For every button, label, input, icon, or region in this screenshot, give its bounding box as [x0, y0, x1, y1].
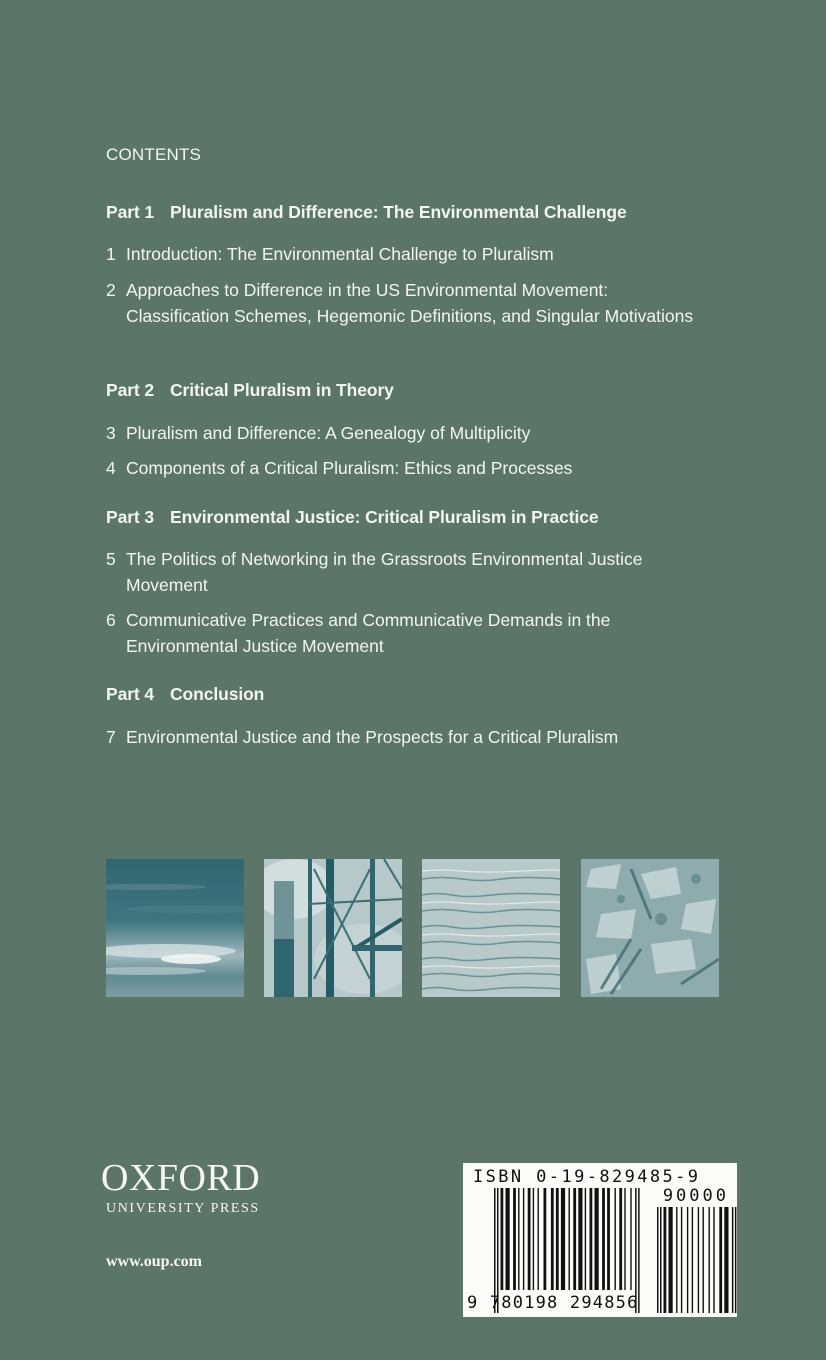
barcode-bar [630, 1188, 631, 1290]
toc-part-3 [106, 507, 598, 528]
part-number: Part 3 [106, 507, 155, 527]
barcode-bar [561, 1188, 565, 1290]
chapter-number: 1 [106, 244, 116, 264]
part-number: Part 2 [106, 380, 155, 400]
chapter-title: Pluralism and Difference: A Genealogy of Multiplicity [126, 423, 531, 443]
barcode-bar [513, 1188, 516, 1290]
toc-part-4 [106, 684, 264, 705]
toc-chapter-6 [106, 607, 681, 659]
chapter-title: Components of a Critical Pluralism: Ethics and Processes [126, 458, 573, 478]
photo-debris [581, 859, 719, 997]
toc-part-2 [106, 380, 394, 401]
barcode-bar [676, 1207, 677, 1313]
barcode-bar [664, 1207, 667, 1313]
barcode-bar [595, 1188, 599, 1290]
toc-chapter-7 [106, 724, 726, 750]
photo-water-surface [422, 859, 560, 997]
barcode-bar [687, 1207, 688, 1313]
toc-chapter-2 [106, 277, 696, 329]
toc-chapter-4 [106, 455, 726, 481]
part-title: Critical Pluralism in Theory [170, 380, 394, 400]
toc-chapter-5 [106, 546, 706, 598]
barcode-bar [724, 1207, 728, 1313]
chapter-number: 3 [106, 423, 116, 443]
barcode-bar [607, 1188, 610, 1290]
barcode-bar [569, 1188, 570, 1290]
barcode-bar [692, 1207, 693, 1313]
chapter-title: Communicative Practices and Communicative Demands in the Environmental Justice Movement [126, 610, 611, 656]
barcode-bar [602, 1188, 605, 1290]
chapter-title: The Politics of Networking in the Grassroots Environmental Justice Movement [126, 549, 643, 595]
part-number: Part 4 [106, 684, 155, 704]
barcode-bar [703, 1207, 704, 1313]
ean-number: 9 780198 294856 [467, 1293, 639, 1313]
barcode-bar [681, 1207, 682, 1313]
barcode-bar [523, 1188, 524, 1290]
barcode-bar [578, 1188, 582, 1290]
barcode-bar [619, 1188, 622, 1290]
toc-chapter-1 [106, 241, 726, 267]
barcode-bar [660, 1207, 662, 1313]
barcode-bar [506, 1188, 510, 1290]
chapter-number: 6 [106, 610, 116, 630]
chapter-title: Environmental Justice and the Prospects for a Critical Pluralism [126, 727, 619, 747]
price-addon-label: 90000 [662, 1186, 729, 1206]
barcode-bar [551, 1188, 554, 1290]
publisher-subname: UNIVERSITY PRESS [106, 1201, 260, 1216]
part-number: Part 1 [106, 202, 155, 222]
barcode-bar [573, 1188, 576, 1290]
barcode-bar [624, 1188, 625, 1290]
barcode-bar [518, 1188, 519, 1290]
chapter-number: 7 [106, 727, 116, 747]
barcode-bar [735, 1207, 737, 1313]
barcode-bar [585, 1188, 586, 1290]
photo-cloudy-sky [106, 859, 244, 997]
contents-heading: CONTENTS [106, 145, 202, 164]
barcode-bar [713, 1207, 714, 1313]
toc-chapter-3 [106, 420, 726, 446]
chapter-title: Introduction: The Environmental Challenge to Pluralism [126, 244, 554, 264]
isbn-label: ISBN 0-19-829485-9 [473, 1167, 701, 1187]
part-title: Pluralism and Difference: The Environmental Challenge [170, 202, 627, 222]
barcode-bar [556, 1188, 559, 1290]
barcode-bar [698, 1207, 699, 1313]
barcode-bar [709, 1207, 710, 1313]
barcode-bar [732, 1207, 734, 1313]
barcode-bar [590, 1188, 593, 1290]
barcode-bar [501, 1188, 504, 1290]
part-title: Environmental Justice: Critical Pluralism in Practice [170, 507, 599, 527]
chapter-title: Approaches to Difference in the US Environmental Movement: Classification Schemes, Hegemonic Definitions, and Singular Motivations [126, 280, 694, 326]
barcode-bar [657, 1207, 659, 1313]
barcode-bar [544, 1188, 547, 1290]
toc-part-1 [106, 202, 627, 223]
chapter-number: 5 [106, 549, 116, 569]
barcode-bar [533, 1188, 534, 1290]
isbn-barcode [463, 1163, 737, 1317]
barcode-bar [615, 1188, 616, 1290]
barcode-bar [538, 1188, 539, 1290]
barcode-bar [528, 1188, 531, 1290]
part-title: Conclusion [170, 684, 265, 704]
barcode-bar [669, 1207, 673, 1313]
publisher-logo: OXFORD [101, 1157, 261, 1199]
photo-industrial-tower [264, 859, 402, 997]
publisher-url[interactable]: www.oup.com [106, 1253, 203, 1270]
chapter-number: 2 [106, 280, 116, 300]
barcode-bar [719, 1207, 722, 1313]
chapter-number: 4 [106, 458, 116, 478]
